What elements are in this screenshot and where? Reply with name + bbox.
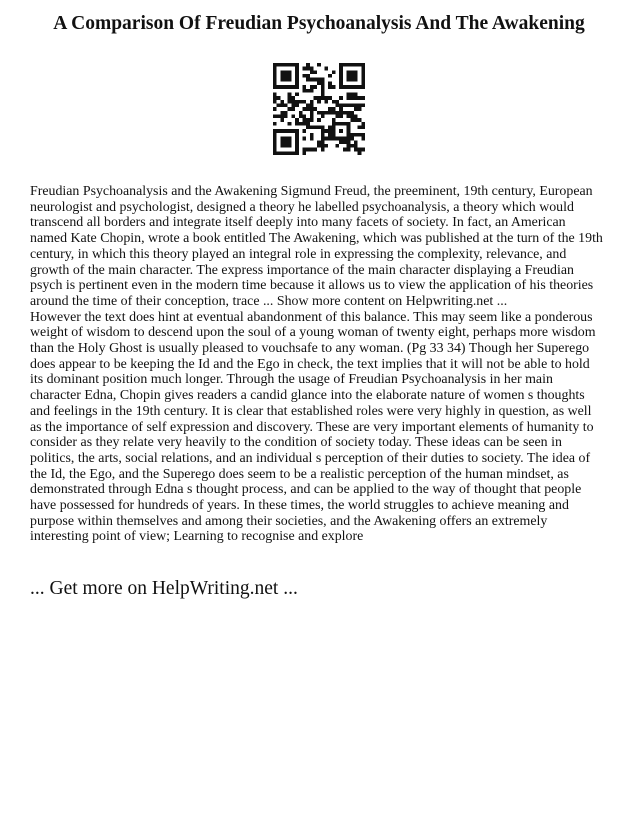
get-more-link[interactable]: ... Get more on HelpWriting.net ... xyxy=(30,578,298,599)
document-title: A Comparison Of Freudian Psychoanalysis And The Awakening xyxy=(53,13,585,34)
body-paragraph: Freudian Psychoanalysis and the Awakening Sigmund Freud, the preeminent, 19th century, European neurologist and psychologist, designed a theory he labelled psychoanalysis, a theory which would transcend all borders and integrate itself deeply into many facets of society. In fact, an American named Kate Chopin, wrote a book entitled The Awakening, which was published at the turn of the 19th century, in which this theory played an integral role in expressing the complexity, relevance, and growth of the main character. The express importance of the main character displaying a Freudian psych is pertinent even in the modern time because it allows us to view the application of his theories around the time of their conception, trace ... Show more content on Helpwriting.net ... xyxy=(30,184,603,309)
qr-code-icon xyxy=(273,63,365,155)
document-body xyxy=(30,184,604,545)
body-paragraph: However the text does hint at eventual abandonment of this balance. This may seem like a ponderous weight of wisdom to descend upon the soul of a young woman of twenty eight, perhaps more wisdom than the Holy Ghost is usually pleased to vouchsafe to any woman. (Pg 33 34) Though her Superego does appear to be keeping the Id and the Ego in check, the text implies that it will not be able to hold its dominant position much longer. Through the usage of Freudian Psychoanalysis in her main character Edna, Chopin gives readers a candid glance into the elaborate nature of women s thoughts and feelings in the 19th century. It is clear that established roles were very highly in question, as well as the importance of self expression and discovery. These are very important elements of humanity to consider as they relate very heavily to the condition of society today. These ideas can be seen in politics, the arts, social relations, and an individual s perception of their duties to society. The idea of the Id, the Ego, and the Superego does seem to be a realistic perception of the human mindset, as demonstrated through Edna s thought process, and can be applied to the way of thought that people have possessed for hundreds of years. In these times, the world struggles to achieve meaning and purpose within themselves and among their societies, and the Awakening offers an extremely interesting point of view; Learning to recognise and explore xyxy=(30,309,596,545)
